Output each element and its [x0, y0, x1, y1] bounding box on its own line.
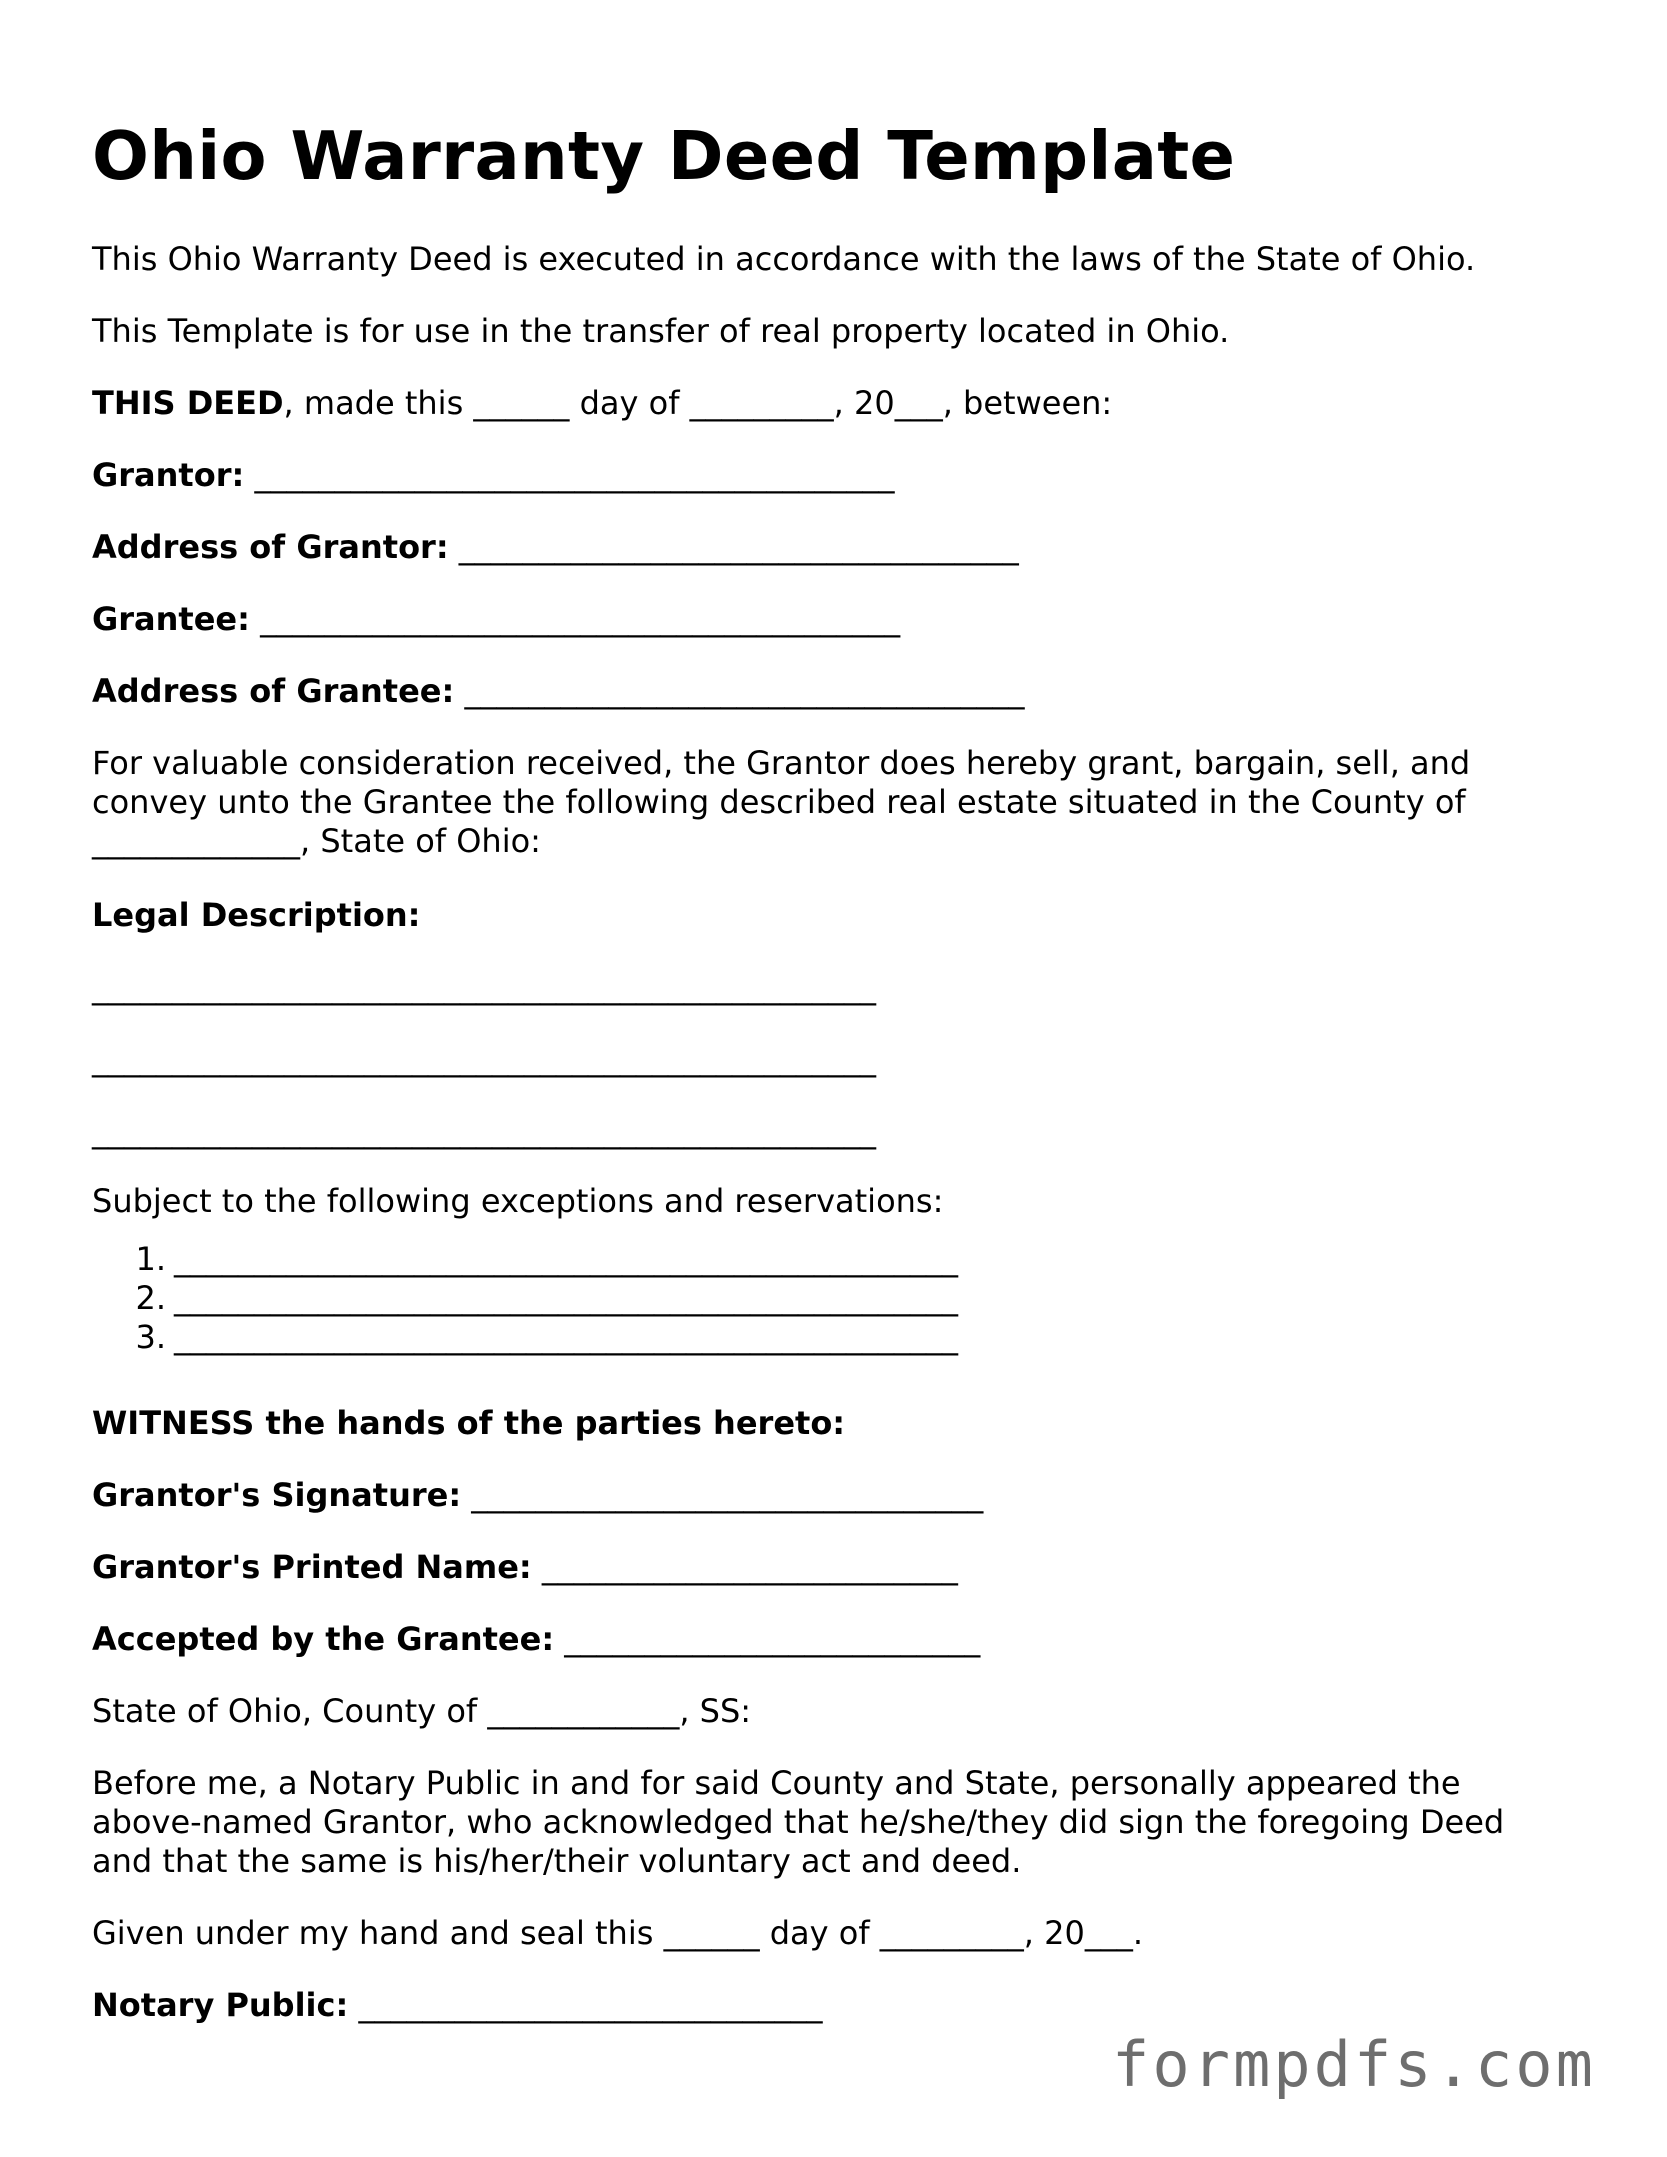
- grantee-address-field[interactable]: ___________________________________: [464, 672, 1025, 710]
- notary-statement-line-3: and that the same is his/her/their voluntary act and deed.: [92, 1842, 1022, 1880]
- notary-public-label: Notary Public:: [92, 1986, 349, 2024]
- consideration-line-2: convey unto the Grantee the following described real estate situated in the County of: [92, 783, 1466, 821]
- intro-paragraph-1: This Ohio Warranty Deed is executed in accordance with the laws of the State of Ohio.: [92, 240, 1476, 278]
- grantor-signature-label: Grantor's Signature:: [92, 1476, 462, 1514]
- exception-field-3[interactable]: _________________________________________________: [174, 1318, 958, 1356]
- consideration-line-1: For valuable consideration received, the Grantor does hereby grant, bargain, sell, and: [92, 744, 1471, 782]
- exception-field-1[interactable]: _________________________________________________: [174, 1240, 958, 1278]
- intro-paragraph-2: This Template is for use in the transfer of real property located in Ohio.: [92, 312, 1230, 350]
- grantor-printed-name-line: [92, 1548, 958, 1587]
- notary-public-field[interactable]: _____________________________: [358, 1986, 823, 2024]
- grantee-field[interactable]: ________________________________________: [260, 600, 901, 638]
- deed-lead: THIS DEED: [92, 384, 284, 422]
- grantor-address-line: [92, 528, 1019, 567]
- list-item-number: 1.: [135, 1240, 166, 1278]
- page-title: Ohio Warranty Deed Template: [92, 117, 1236, 195]
- grantor-printed-name-label: Grantor's Printed Name:: [92, 1548, 532, 1586]
- grantee-label: Grantee:: [92, 600, 250, 638]
- legal-description-field-2[interactable]: _________________________________________________: [92, 1040, 876, 1078]
- notary-statement-line-2: above-named Grantor, who acknowledged that he/she/they did sign the foregoing Deed: [92, 1803, 1505, 1841]
- legal-description-field-3[interactable]: _________________________________________________: [92, 1112, 876, 1150]
- exceptions-list: [92, 1240, 958, 1357]
- list-item: [92, 1318, 958, 1357]
- list-item-number: 3.: [135, 1318, 166, 1356]
- grantor-field[interactable]: ________________________________________: [254, 456, 895, 494]
- notary-public-line: [92, 1986, 822, 2025]
- legal-description-label: Legal Description:: [92, 896, 421, 934]
- consideration-line-3[interactable]: _____________, State of Ohio:: [92, 822, 541, 860]
- grantor-printed-name-field[interactable]: __________________________: [541, 1548, 958, 1586]
- deed-date-blanks[interactable]: , made this ______ day of _________, 20___, between:: [283, 384, 1113, 422]
- given-under-line[interactable]: Given under my hand and seal this ______ day of _________, 20___.: [92, 1914, 1144, 1952]
- exception-field-2[interactable]: _________________________________________________: [174, 1279, 958, 1317]
- grantee-address-label: Address of Grantee:: [92, 672, 455, 710]
- deed-date-line: [92, 384, 1112, 423]
- list-item-number: 2.: [135, 1279, 166, 1317]
- watermark-logo: formpdfs.com: [1112, 2028, 1596, 2101]
- grantor-signature-field[interactable]: ________________________________: [471, 1476, 984, 1514]
- grantor-signature-line: [92, 1476, 983, 1515]
- grantor-address-label: Address of Grantor:: [92, 528, 449, 566]
- grantor-line: [92, 456, 894, 495]
- legal-description-field-1[interactable]: _________________________________________________: [92, 968, 876, 1006]
- grantee-line: [92, 600, 900, 639]
- accepted-by-grantee-label: Accepted by the Grantee:: [92, 1620, 555, 1658]
- exceptions-intro: Subject to the following exceptions and reservations:: [92, 1182, 944, 1220]
- witness-heading: WITNESS the hands of the parties hereto:: [92, 1404, 846, 1442]
- grantor-address-field[interactable]: ___________________________________: [458, 528, 1019, 566]
- accepted-by-grantee-field[interactable]: __________________________: [564, 1620, 981, 1658]
- state-county-line[interactable]: State of Ohio, County of ____________, SS:: [92, 1692, 752, 1730]
- grantee-address-line: [92, 672, 1024, 711]
- grantor-label: Grantor:: [92, 456, 245, 494]
- list-item: [92, 1279, 958, 1318]
- list-item: [92, 1240, 958, 1279]
- notary-statement-line-1: Before me, a Notary Public in and for said County and State, personally appeared the: [92, 1764, 1461, 1802]
- accepted-by-grantee-line: [92, 1620, 980, 1659]
